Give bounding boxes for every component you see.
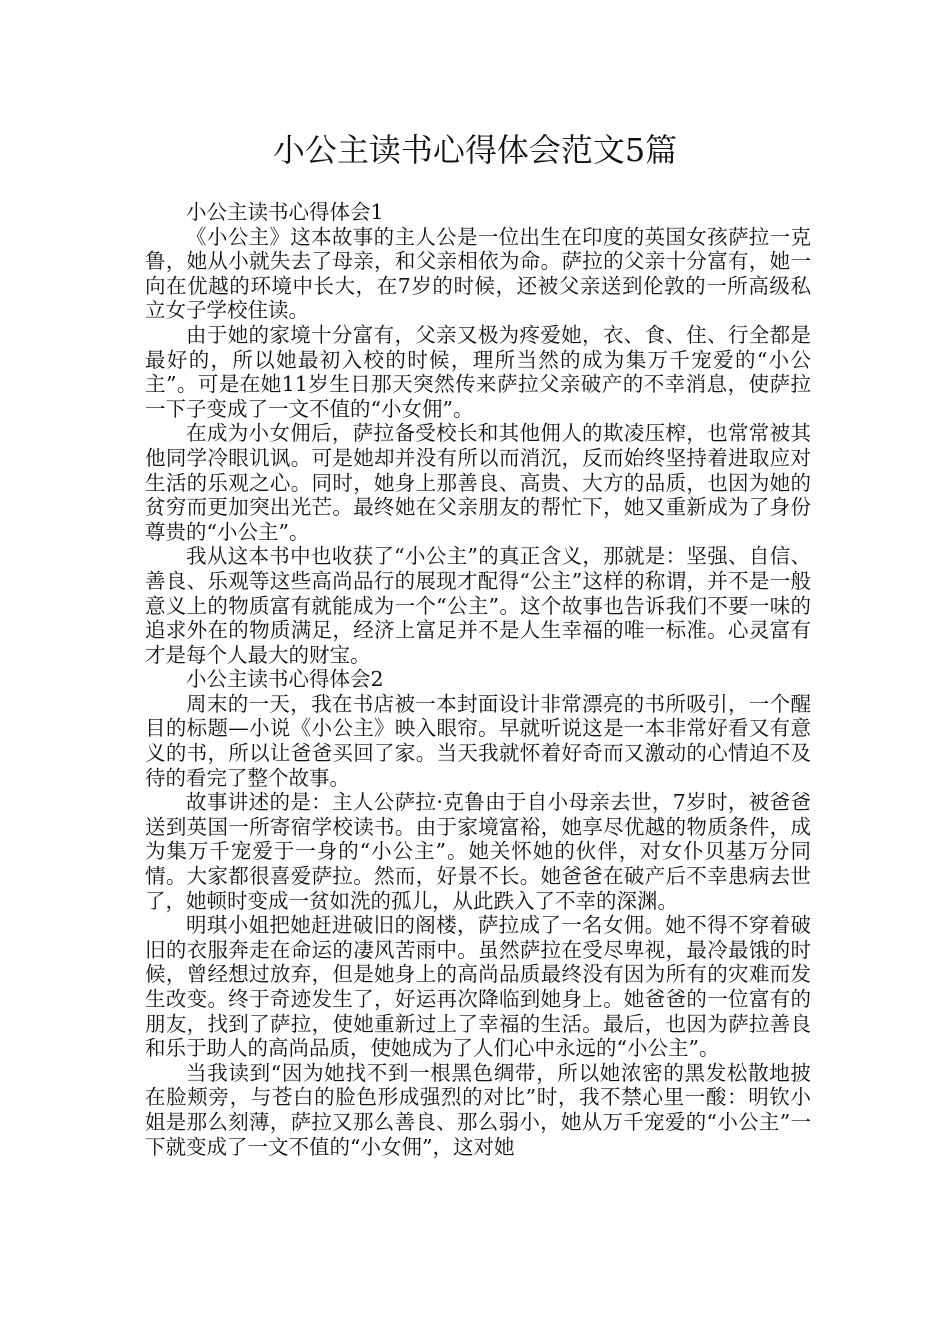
body-paragraph: 我从这本书中也收获了“小公主”的真正含义，那就是：坚强、自信、善良、乐观等这些高尚品行的展现才配得“公主”这样的称谓，并不是一般意义上的物质富有就能成为一个“公主”。这个故事也告诉我们不要一味的追求外在的物质满足，经济上富足并不是人生幸福的唯一标准。心灵富有才是每个人最大的财宝。 xyxy=(145,544,811,667)
body-paragraph: 周末的一天，我在书店被一本封面设计非常漂亮的书所吸引，一个醒目的标题—小说《小公主》映入眼帘。早就听说这是一本非常好看又有意义的书，所以让爸爸买回了家。当天我就怀着好奇而又激动的心情迫不及待的看完了整个故事。 xyxy=(145,691,811,790)
body-paragraph: 在成为小女佣后，萨拉备受校长和其他佣人的欺凌压榨，也常常被其他同学冷眼讥讽。可是她却并没有所以而消沉，反而始终坚持着进取应对生活的乐观之心。同时，她身上那善良、高贵、大方的品质，也因为她的贫穷而更加突出光芒。最终她在父亲朋友的帮忙下，她又重新成为了身份尊贵的“小公主”。 xyxy=(145,421,811,544)
section-heading-1: 小公主读书心得体会1 xyxy=(186,200,384,224)
body-paragraph: 《小公主》这本故事的主人公是一位出生在印度的英国女孩萨拉一克鲁，她从小就失去了母亲，和父亲相依为命。萨拉的父亲十分富有，她一向在优越的环境中长大，在7岁的时候，还被父亲送到伦敦的一所高级私立女子学校住读。 xyxy=(145,224,811,323)
body-paragraph: 明琪小姐把她赶进破旧的阁楼，萨拉成了一名女佣。她不得不穿着破旧的衣服奔走在命运的凄风苦雨中。虽然萨拉在受尽卑视，最冷最饿的时候，曾经想过放弃，但是她身上的高尚品质最终没有因为所有的灾难而发生改变。终于奇迹发生了，好运再次降临到她身上。她爸爸的一位富有的朋友，找到了萨拉，使她重新过上了幸福的生活。最后，也因为萨拉善良和乐于助人的高尚品质，使她成为了人们心中永远的“小公主”。 xyxy=(145,913,811,1061)
document-body xyxy=(145,200,811,1159)
section-heading-2: 小公主读书心得体会2 xyxy=(186,667,384,692)
document-title: 小公主读书心得体会范文5篇 xyxy=(272,131,678,169)
body-paragraph: 由于她的家境十分富有，父亲又极为疼爱她，衣、食、住、行全都是最好的，所以她最初入校的时候，理所当然的成为集万千宠爱的“小公主”。可是在她11岁生日那天突然传来萨拉父亲破产的不幸消息，使萨拉一下子变成了一文不值的“小女佣”。 xyxy=(145,322,811,421)
body-paragraph: 当我读到“因为她找不到一根黑色绸带，所以她浓密的黑发松散地披在脸颊旁，与苍白的脸色形成强烈的对比”时，我不禁心里一酸：明钦小姐是那么刻薄，萨拉又那么善良、那么弱小，她从万千宠爱的“小公主”一下就变成了一文不值的“小女佣”，这对她 xyxy=(145,1060,811,1159)
body-paragraph: 故事讲述的是：主人公萨拉·克鲁由于自小母亲去世，7岁时，被爸爸送到英国一所寄宿学校读书。由于家境富裕，她享尽优越的物质条件，成为集万千宠爱于一身的“小公主”。她关怀她的伙伴，对女仆贝基万分同情。大家都很喜爱萨拉。然而，好景不长。她爸爸在破产后不幸患病去世了，她顿时变成一贫如洗的孤儿，从此跌入了不幸的深渊。 xyxy=(145,790,811,913)
